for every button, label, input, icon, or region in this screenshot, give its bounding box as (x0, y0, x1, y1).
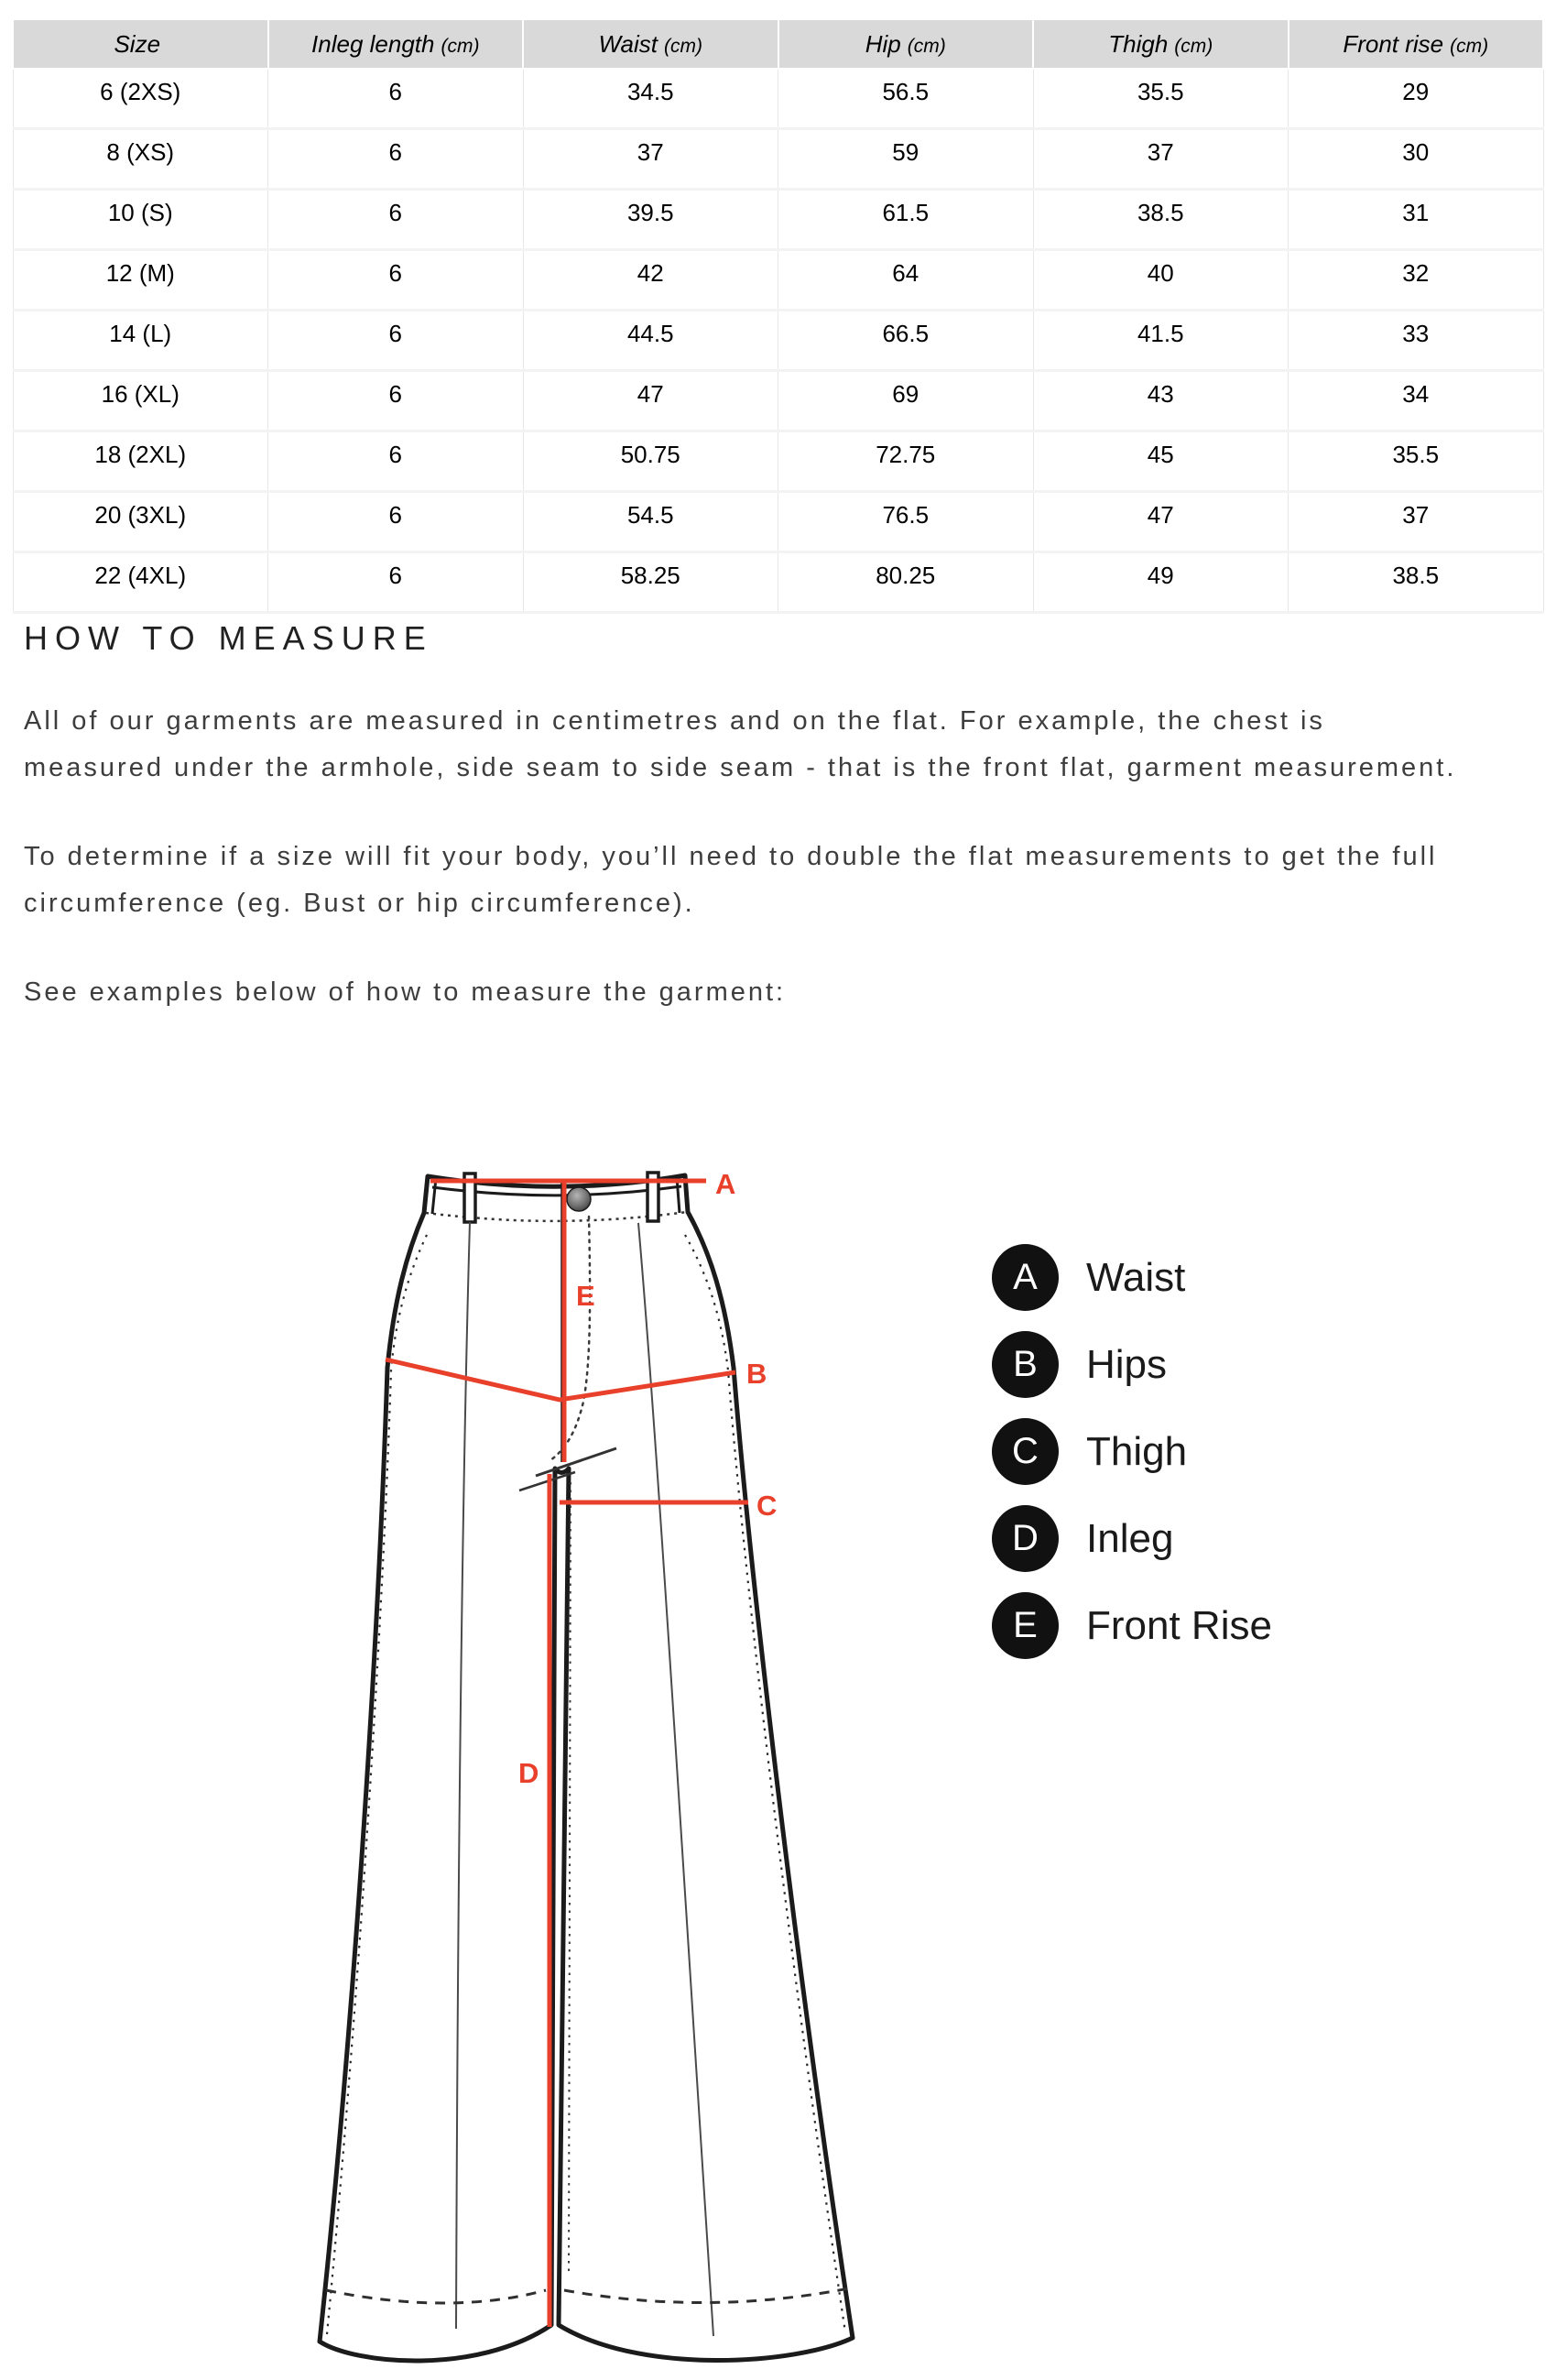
legend-letter-badge: A (992, 1244, 1059, 1311)
legend-item-front-rise (992, 1592, 1272, 1659)
table-header-row (13, 19, 1543, 69)
legend-label: Front Rise (1086, 1602, 1272, 1648)
table-cell: 22 (4XL) (13, 552, 268, 613)
pants-outline (320, 1173, 853, 2361)
legend-item-hips (992, 1331, 1272, 1398)
table-row (13, 552, 1543, 613)
table-cell: 20 (3XL) (13, 492, 268, 552)
table-cell: 32 (1289, 250, 1544, 311)
table-row (13, 492, 1543, 552)
legend-item-inleg (992, 1505, 1272, 1572)
section-heading: HOW TO MEASURE (24, 619, 433, 657)
measure-paragraph: All of our garments are measured in centimetres and on the flat. For example, the chest is measured under the armhole, side seam to side seam - that is the front flat, garment measurement. (24, 706, 1457, 782)
legend-item-waist (992, 1244, 1272, 1311)
column-header-waist: Waist (cm) (523, 19, 778, 69)
table-row (13, 311, 1543, 371)
legend-letter-badge: D (992, 1505, 1059, 1572)
legend-label: Hips (1086, 1341, 1168, 1387)
table-cell: 14 (L) (13, 311, 268, 371)
table-cell: 6 (2XS) (13, 69, 268, 129)
button-icon (567, 1187, 591, 1211)
table-cell: 43 (1033, 371, 1289, 431)
table-cell: 59 (778, 129, 1034, 190)
table-cell: 6 (268, 552, 524, 613)
table-cell: 50.75 (523, 431, 778, 492)
table-cell: 49 (1033, 552, 1289, 613)
table-cell: 12 (M) (13, 250, 268, 311)
thigh-label-c: C (756, 1490, 778, 1522)
table-cell: 34.5 (523, 69, 778, 129)
how-to-measure-section (24, 619, 1489, 1058)
table-cell: 61.5 (778, 190, 1034, 250)
table-cell: 6 (268, 431, 524, 492)
table-cell: 44.5 (523, 311, 778, 371)
legend-label: Waist (1086, 1254, 1186, 1300)
table-cell: 64 (778, 250, 1034, 311)
legend-item-thigh (992, 1418, 1272, 1485)
table-cell: 37 (1033, 129, 1289, 190)
table-cell: 80.25 (778, 552, 1034, 613)
table-cell: 47 (1033, 492, 1289, 552)
column-header-front-rise: Front rise (cm) (1289, 19, 1544, 69)
table-cell: 35.5 (1289, 431, 1544, 492)
table-cell: 38.5 (1033, 190, 1289, 250)
measure-paragraph: See examples below of how to measure the garment: (24, 977, 787, 1007)
waist-label-a: A (715, 1171, 736, 1200)
size-table (12, 18, 1544, 614)
measure-paragraph: To determine if a size will fit your body, you’ll need to double the flat measurements to get the full circumference (eg. Bust or hip circumference). (24, 842, 1438, 918)
table-cell: 47 (523, 371, 778, 431)
table-row (13, 190, 1543, 250)
table-cell: 31 (1289, 190, 1544, 250)
table-cell: 6 (268, 129, 524, 190)
table-cell: 18 (2XL) (13, 431, 268, 492)
table-cell: 35.5 (1033, 69, 1289, 129)
table-cell: 66.5 (778, 311, 1034, 371)
table-row (13, 69, 1543, 129)
table-cell: 40 (1033, 250, 1289, 311)
column-header-hip: Hip (cm) (778, 19, 1034, 69)
table-cell: 6 (268, 371, 524, 431)
table-row (13, 371, 1543, 431)
table-cell: 41.5 (1033, 311, 1289, 371)
table-cell: 29 (1289, 69, 1544, 129)
inleg-label-d: D (518, 1757, 539, 1789)
table-row (13, 129, 1543, 190)
table-cell: 69 (778, 371, 1034, 431)
table-cell: 54.5 (523, 492, 778, 552)
legend-letter-badge: E (992, 1592, 1059, 1659)
table-row (13, 431, 1543, 492)
table-cell: 37 (523, 129, 778, 190)
table-cell: 42 (523, 250, 778, 311)
table-cell: 34 (1289, 371, 1544, 431)
table-cell: 56.5 (778, 69, 1034, 129)
legend-letter-badge: B (992, 1331, 1059, 1398)
legend-label: Thigh (1086, 1428, 1188, 1474)
table-cell: 76.5 (778, 492, 1034, 552)
table-cell: 72.75 (778, 431, 1034, 492)
pants-measurement-diagram (211, 1171, 870, 2380)
table-cell: 6 (268, 190, 524, 250)
table-cell: 38.5 (1289, 552, 1544, 613)
table-row (13, 250, 1543, 311)
table-cell: 58.25 (523, 552, 778, 613)
table-cell: 30 (1289, 129, 1544, 190)
table-cell: 6 (268, 250, 524, 311)
column-header-inleg: Inleg length (cm) (268, 19, 524, 69)
front-rise-label-e: E (576, 1280, 595, 1312)
table-cell: 39.5 (523, 190, 778, 250)
table-cell: 45 (1033, 431, 1289, 492)
table-cell: 6 (268, 311, 524, 371)
table-cell: 6 (268, 69, 524, 129)
table-cell: 10 (S) (13, 190, 268, 250)
table-cell: 6 (268, 492, 524, 552)
measurement-legend (992, 1244, 1272, 1679)
legend-label: Inleg (1086, 1515, 1174, 1561)
table-cell: 33 (1289, 311, 1544, 371)
table-cell: 8 (XS) (13, 129, 268, 190)
legend-letter-badge: C (992, 1418, 1059, 1485)
table-cell: 16 (XL) (13, 371, 268, 431)
column-header-thigh: Thigh (cm) (1033, 19, 1289, 69)
table-cell: 37 (1289, 492, 1544, 552)
hips-label-b: B (746, 1358, 767, 1390)
column-header-size: Size (13, 19, 268, 69)
